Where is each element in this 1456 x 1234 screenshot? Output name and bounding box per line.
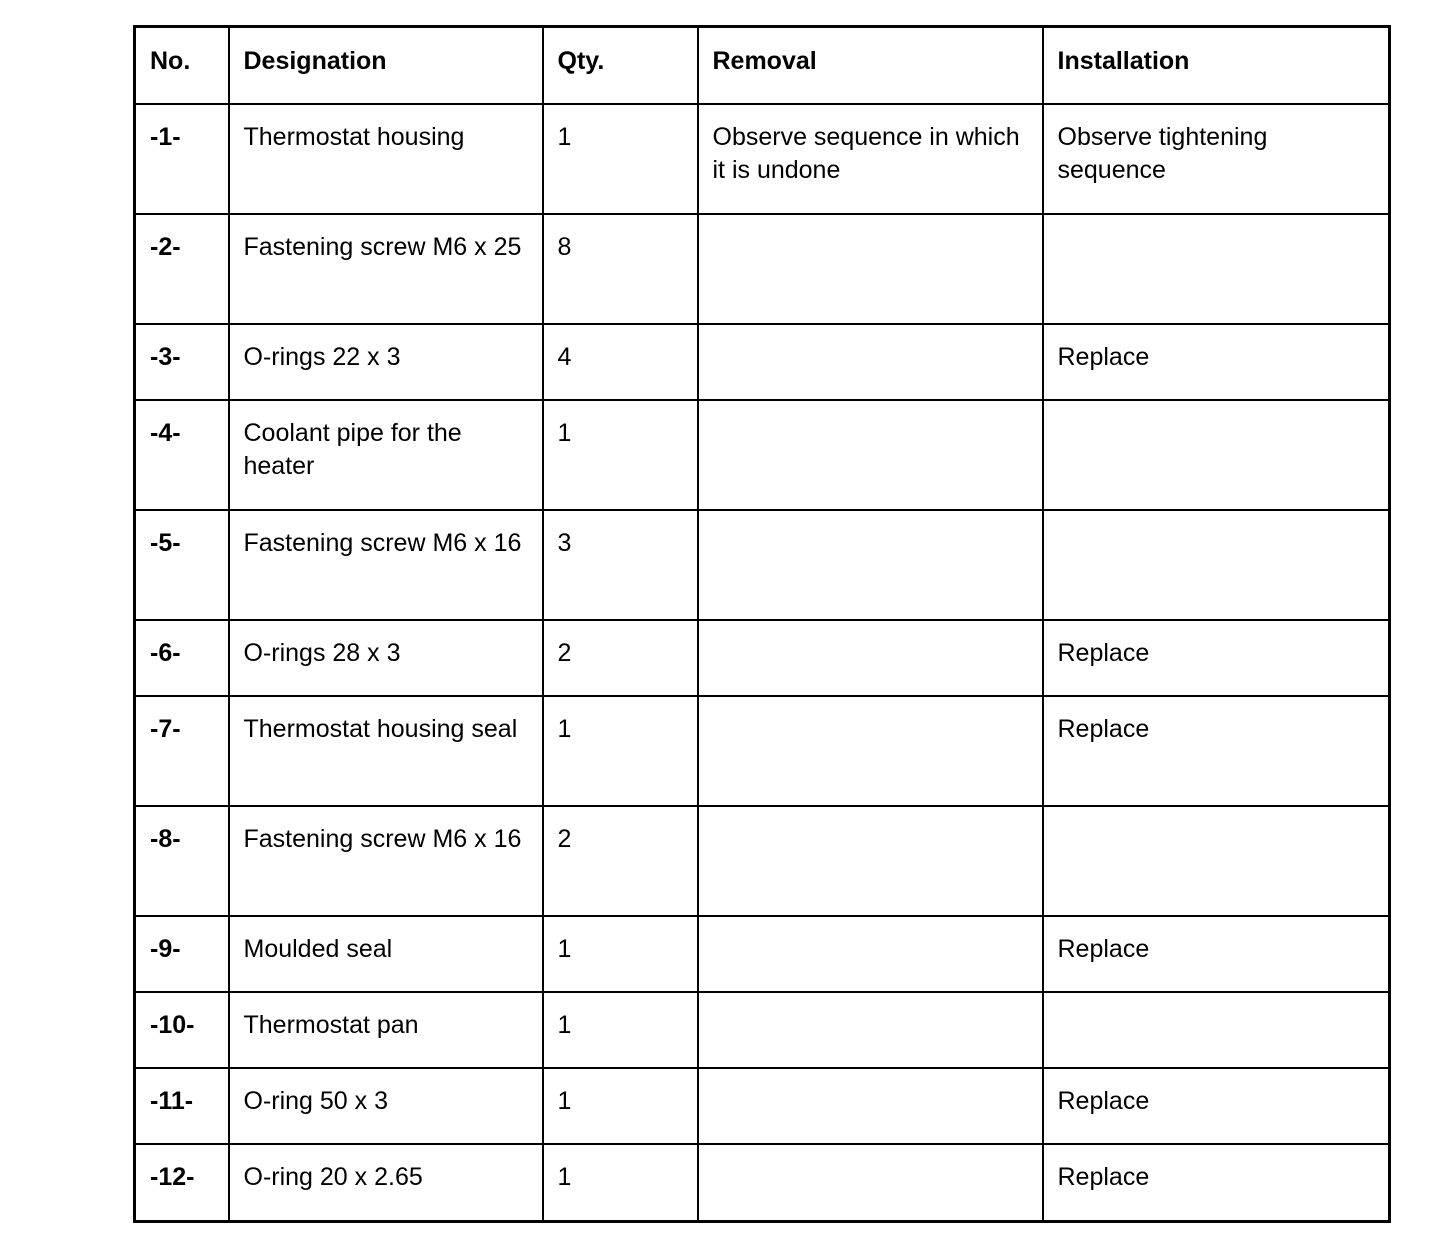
table-row <box>135 916 1390 992</box>
table-row <box>135 992 1390 1068</box>
cell-installation <box>1043 510 1390 620</box>
cell-installation <box>1043 806 1390 916</box>
header-qty: Qty. <box>543 27 698 104</box>
cell-no: -2- <box>135 214 229 324</box>
table-row <box>135 1068 1390 1144</box>
table-body <box>135 104 1390 1222</box>
cell-qty: 3 <box>543 510 698 620</box>
cell-designation: Thermostat pan <box>229 992 543 1068</box>
table-row <box>135 620 1390 696</box>
cell-qty: 8 <box>543 214 698 324</box>
cell-removal <box>698 324 1043 400</box>
cell-removal <box>698 992 1043 1068</box>
header-no: No. <box>135 27 229 104</box>
cell-removal <box>698 916 1043 992</box>
cell-qty: 2 <box>543 620 698 696</box>
cell-no: -5- <box>135 510 229 620</box>
cell-designation: Thermostat housing <box>229 104 543 214</box>
cell-no: -9- <box>135 916 229 992</box>
parts-table <box>133 25 1391 1223</box>
cell-qty: 1 <box>543 1068 698 1144</box>
table-row <box>135 214 1390 324</box>
cell-qty: 1 <box>543 104 698 214</box>
cell-installation: Replace <box>1043 324 1390 400</box>
cell-designation: Fastening screw M6 x 16 <box>229 806 543 916</box>
cell-removal <box>698 620 1043 696</box>
cell-no: -1- <box>135 104 229 214</box>
header-installation: Installation <box>1043 27 1390 104</box>
cell-designation: O-rings 28 x 3 <box>229 620 543 696</box>
cell-qty: 1 <box>543 400 698 510</box>
cell-no: -11- <box>135 1068 229 1144</box>
cell-qty: 1 <box>543 1144 698 1222</box>
table-row <box>135 510 1390 620</box>
cell-no: -7- <box>135 696 229 806</box>
cell-no: -10- <box>135 992 229 1068</box>
cell-no: -4- <box>135 400 229 510</box>
cell-removal <box>698 1144 1043 1222</box>
header-removal: Removal <box>698 27 1043 104</box>
cell-designation: Fastening screw M6 x 16 <box>229 510 543 620</box>
cell-removal: Observe sequence in which it is undone <box>698 104 1043 214</box>
cell-installation: Replace <box>1043 916 1390 992</box>
table-row <box>135 324 1390 400</box>
cell-installation: Replace <box>1043 620 1390 696</box>
cell-designation: O-rings 22 x 3 <box>229 324 543 400</box>
cell-designation: Thermostat housing seal <box>229 696 543 806</box>
cell-installation: Replace <box>1043 1068 1390 1144</box>
cell-removal <box>698 510 1043 620</box>
header-row <box>135 27 1390 104</box>
table-row <box>135 1144 1390 1222</box>
cell-qty: 1 <box>543 992 698 1068</box>
cell-installation <box>1043 992 1390 1068</box>
cell-removal <box>698 1068 1043 1144</box>
cell-removal <box>698 806 1043 916</box>
cell-no: -12- <box>135 1144 229 1222</box>
cell-installation <box>1043 400 1390 510</box>
cell-qty: 2 <box>543 806 698 916</box>
cell-no: -6- <box>135 620 229 696</box>
cell-designation: Coolant pipe for the heater <box>229 400 543 510</box>
header-designation: Designation <box>229 27 543 104</box>
cell-installation: Replace <box>1043 1144 1390 1222</box>
cell-designation: Fastening screw M6 x 25 <box>229 214 543 324</box>
cell-installation <box>1043 214 1390 324</box>
table-header <box>135 27 1390 104</box>
cell-removal <box>698 400 1043 510</box>
table-row <box>135 696 1390 806</box>
cell-qty: 1 <box>543 916 698 992</box>
cell-installation: Replace <box>1043 696 1390 806</box>
table-row <box>135 104 1390 214</box>
cell-installation: Observe tightening sequence <box>1043 104 1390 214</box>
cell-no: -3- <box>135 324 229 400</box>
cell-designation: O-ring 20 x 2.65 <box>229 1144 543 1222</box>
cell-removal <box>698 214 1043 324</box>
cell-qty: 4 <box>543 324 698 400</box>
cell-designation: O-ring 50 x 3 <box>229 1068 543 1144</box>
cell-qty: 1 <box>543 696 698 806</box>
table-row <box>135 806 1390 916</box>
cell-removal <box>698 696 1043 806</box>
cell-no: -8- <box>135 806 229 916</box>
table-row <box>135 400 1390 510</box>
cell-designation: Moulded seal <box>229 916 543 992</box>
